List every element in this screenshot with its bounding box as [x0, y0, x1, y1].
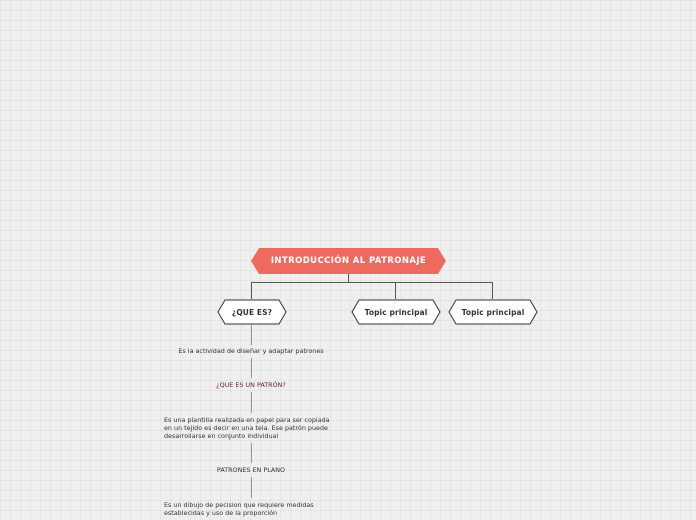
topic-que-es[interactable] — [217, 299, 287, 325]
topic-principal-1[interactable] — [351, 299, 441, 325]
subtopic-patron-description[interactable] — [164, 416, 330, 440]
root-topic[interactable] — [250, 247, 447, 275]
subtopic-que-es-un-patron-line-1: ¿QUE ES UN PATRÓN? — [216, 381, 286, 389]
subtopic-plano-description-line-2: establecidas y uso de la proporción — [164, 509, 278, 517]
subtopic-definition[interactable] — [151, 347, 351, 355]
topic-que-es-label: ¿QUE ES? — [231, 307, 273, 317]
subtopic-definition-line-1: Es la actividad de diseñar y adaptar patrones — [178, 347, 324, 355]
subtopic-patron-description-line-3: desarrollarse en conjunto individual — [164, 432, 279, 440]
root-topic-label: INTRODUCCIÓN AL PATRONAJE — [270, 256, 427, 266]
topic-principal-2[interactable] — [448, 299, 538, 325]
subtopic-patron-description-line-1: Es una plantilla realizada en papel para ser copiada — [164, 416, 330, 424]
topic-principal-2-label: Topic principal — [461, 307, 525, 317]
subtopic-plano-description[interactable] — [164, 501, 314, 517]
subtopic-plano-description-line-1: Es un dibujo de pecision que requiere medidas — [164, 501, 314, 509]
subtopic-patrones-en-plano-line-1: PATRONES EN PLANO — [216, 466, 286, 474]
subtopic-patrones-en-plano[interactable] — [171, 466, 331, 474]
subtopic-patron-description-line-2: en un tejido es decir en una tela. Ese patrón puede — [164, 424, 328, 432]
topic-principal-1-label: Topic principal — [364, 307, 428, 317]
subtopic-que-es-un-patron[interactable] — [171, 381, 331, 389]
